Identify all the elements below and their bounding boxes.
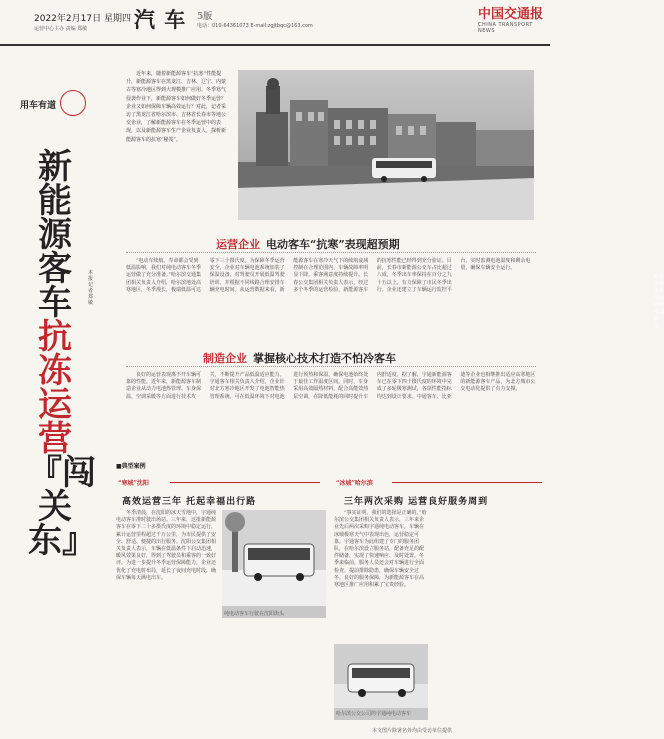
section2-title: 掌握核心技术打造不怕冷客车 bbox=[253, 352, 396, 365]
column-label bbox=[16, 84, 82, 124]
typical-cases-label: ■典型案例 bbox=[116, 463, 146, 470]
section-title: 汽 车 bbox=[134, 7, 187, 32]
section1-body: “电动车续航、寿命都会受到低温影响，我们对纯电动客车冬季运营做了充分准备。”哈尔滨交通集团相关负责人介绍，哈尔滨地处高寒地区，冬季漫长，极端低温可达零下三十摄氏度。为保障冬季运营安全，企业对车辆电池系统加装了保温设备，对驾驶员开展低温驾驶培训，并根据不同线路合理安排车辆充电时间。从运营数据来看，新能源客车在寒冷天气下的续航衰减控制在合理范围内，车辆故障率明显下降，乘客满意度持续提升。长春公交集团相关负责人表示，经过多个冬季的运营检验，新能源客车的抗寒性能已经得到充分验证。目前，长春市新能源公交车占比超过八成，冬季出车率保持在百分之九十五以上，有力保障了市民冬季出行。企业还建立了车辆运行监控平台，实时监测电池温度和剩余电量，确保车辆安全运行。 bbox=[126, 258, 531, 293]
case1-photo bbox=[222, 510, 326, 618]
case2-title: 三年两次采购 运营良好服务周到 bbox=[344, 497, 489, 507]
section2-heading bbox=[203, 350, 396, 366]
newspaper-logo-en: CHINA TRANSPORT NEWS bbox=[478, 22, 533, 34]
divider bbox=[126, 252, 536, 255]
case2-caption: 哈尔滨公交公司的宇通纯电动客车 bbox=[336, 711, 412, 717]
case1-rule bbox=[170, 482, 320, 483]
case1-tag: “寒城”沈阳 bbox=[118, 480, 149, 487]
headline-line1: 新能源客车 bbox=[38, 147, 72, 323]
page-number: 5版 bbox=[197, 12, 213, 22]
section1-kicker: 运营企业 bbox=[216, 238, 260, 251]
newspaper-logo: 中国交通报 bbox=[478, 7, 544, 22]
column-name: 用车有道 bbox=[20, 101, 57, 111]
issue-date: 2022年2月17日 星期四 bbox=[34, 14, 131, 24]
contact-info: 电话：010-64361073 E-mail:zgjtbqc@163.com bbox=[197, 23, 313, 29]
section2-body: 良好的运营表现离不开车辆可靠的性能。近年来，新能源客车制造企业从动力电池热管理、车身保温、空调采暖等方面进行技术攻关，不断提升产品低温适应能力。宇通客车相关负责人介绍，企业针对北方寒冷地区开发了电池智能热管理系统，可在低温环境下对电池进行预热和保温，确保电池始终处于最佳工作温度区间。同时，车身采用高效隔热材料，配合高能效热泵空调，在降低能耗的同时提升车内舒适度。据了解，宇通新能源客车已在零下四十摄氏度的环境中完成了多轮极寒测试，各项性能指标均达到设计要求。中通客车、比亚迪等企业也相继推出适应高寒地区的新能源客车产品，为北方城市公交电动化提供了有力支撑。 bbox=[126, 372, 536, 400]
street-scene-image bbox=[238, 70, 534, 220]
headline-highlight: 抗冻运营 bbox=[38, 317, 72, 459]
column-circle-icon bbox=[60, 90, 86, 116]
footer-note: 本文图片除署名外均由受访单位提供 bbox=[372, 728, 453, 734]
section1-title: 电动客车“抗寒”表现超预期 bbox=[266, 238, 400, 251]
byline: 本报记者 郑敏 bbox=[88, 270, 94, 306]
case2-tag: “冰城”哈尔滨 bbox=[336, 480, 373, 487]
photo-caption: 哈尔滨市街头的宇通纯电动客车。 bbox=[654, 274, 664, 329]
headline-line2: 『闯关东』 bbox=[28, 453, 96, 561]
case2-body: “事实证明，我们的选择是正确的。”哈尔滨公交集团相关负责人表示，三年来企业先后两次采购宇通纯电动客车，车辆在冰城极寒天气中表现出色，运营稳定可靠。宇通客车为此组建了专门的服务团队，在哈尔滨设立服务站，配备充足的配件储备，实现了快速响应、及时处置。冬季来临前，服务人员还会对车辆进行全面检查，提前排除隐患，确保车辆安全过冬。良好的服务保障，为新能源客车在高寒地区推广应用积累了宝贵经验。 bbox=[334, 510, 427, 589]
bus-street-image bbox=[334, 644, 428, 708]
case1-caption: 纯电动客车行驶在沈阳街头 bbox=[224, 611, 285, 617]
bus-snow-image bbox=[222, 510, 326, 606]
case1-body-cont bbox=[222, 622, 326, 720]
case1-body: 冬季清晨，在沈阳的冰天雪地中，宇通纯电动客车准时驶出场站。三年来，这批新能源客车在零下二十多摄氏度的环境中稳定运行，累计运营里程超过千万公里，为市民提供了安全、舒适、便捷的出行服务。沈阳公交集团相关负责人表示，车辆在低温条件下启动迅速，暖风效果良好，得到了驾驶员和乘客的一致好评。为进一步提升冬季运营保障能力，企业还优化了充电桩布局，延长了夜间充电时段，确保车辆每天满电出车。 bbox=[116, 510, 217, 581]
lead-paragraph: 近年来，随着新能源客车“抗寒”性能提升，新能源客车在黑龙江、吉林、辽宁、内蒙古等寒冷地区得到大规模推广应用。冬季寒气侵袭作业下，新能源客车如何做好冬季运营？企业又如何保障车辆高效运行？对此，记者采访了黑龙江省哈尔滨市、吉林省长春市等地公交企业，了解新能源客车在冬季运营中的表现，以及新能源客车生产企业负责人，探析新能源客车的抗寒“秘笈”。 bbox=[126, 71, 227, 143]
case1-title: 高效运营三年 托起幸福出行路 bbox=[122, 497, 257, 507]
masthead bbox=[0, 0, 550, 46]
case2-body-cont bbox=[434, 510, 538, 720]
section1-heading bbox=[216, 236, 400, 252]
case2-photo bbox=[334, 644, 428, 720]
typical-cases-text: 典型案例 bbox=[121, 463, 146, 470]
divider bbox=[126, 366, 536, 369]
section2-kicker: 制造企业 bbox=[203, 352, 247, 365]
editor-bar: 运营中心主办 责编 郑敏 bbox=[34, 26, 88, 32]
case2-rule bbox=[392, 482, 542, 483]
